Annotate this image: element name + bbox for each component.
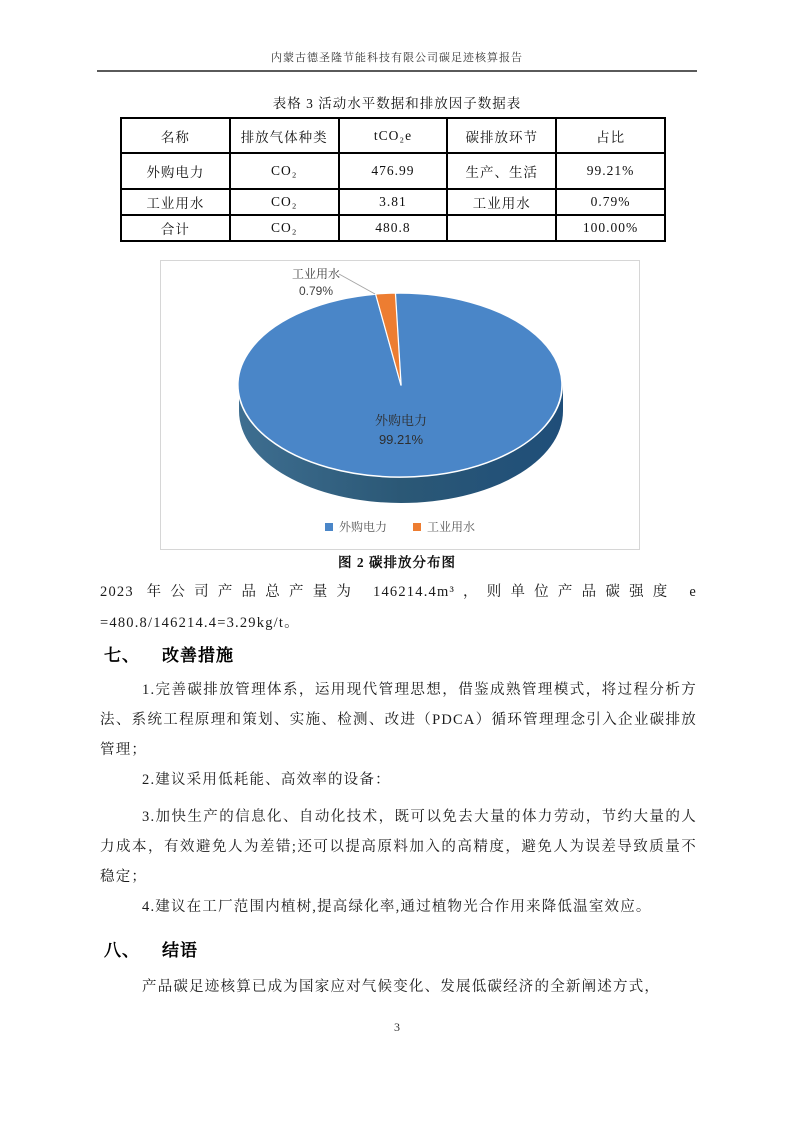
- section-title: 改善措施: [162, 646, 234, 665]
- col-header-name: 名称: [121, 118, 230, 153]
- pie-main-slice-label: [346, 411, 456, 449]
- cell-tco2e: 480.8: [339, 215, 448, 241]
- col-header-share: 占比: [556, 118, 665, 153]
- paragraph-measure-3: 3.加快生产的信息化、自动化技术，既可以免去大量的体力劳动，节约大量的人力成本，有效避免人为差错;还可以提高原料加入的高精度，避免人为误差导致质量不稳定；: [100, 809, 697, 885]
- col-header-gas-type: 排放气体种类: [230, 118, 339, 153]
- paragraph-production: [100, 577, 697, 639]
- cell-stage: [447, 215, 556, 241]
- cell-gas: CO₂: [230, 153, 339, 189]
- pie-slice-electricity: [238, 293, 562, 477]
- paragraph-measure-1: 1.完善碳排放管理体系，运用现代管理思想，借鉴成熟管理模式，将过程分析方法、系统工程原理和策划、实施、检测、改进（PDCA）循环管理理念引入企业碳排放管理；: [100, 682, 697, 758]
- cell-gas: CO₂: [230, 215, 339, 241]
- section-title: 结语: [162, 941, 198, 960]
- cell-stage: 生产、生活: [447, 153, 556, 189]
- col-header-tco2e: tCO₂e: [339, 118, 448, 153]
- pie-main-slice-name: 外购电力: [374, 413, 427, 428]
- section-heading-improvement: [104, 641, 694, 666]
- table-caption: 表格 3 活动水平数据和排放因子数据表: [272, 96, 522, 111]
- table-row: [121, 153, 665, 189]
- page-number: 3: [394, 1020, 400, 1034]
- section-heading-conclusion: [104, 936, 694, 961]
- paragraph-measure-2: 2.建议采用低耗能、高效率的设备：: [142, 772, 391, 788]
- legend-label: 工业用水: [427, 520, 476, 534]
- legend-item-water: [413, 518, 475, 535]
- pie-small-slice-label: [271, 266, 361, 300]
- paragraph-line: 2023 年公司产品总产量为 146214.4m³，则单位产品碳强度 e: [100, 584, 697, 600]
- pie-main-slice-value: 99.21%: [378, 432, 424, 447]
- chart-legend: [161, 518, 639, 535]
- pie-chart-canvas: [161, 261, 639, 549]
- legend-label: 外购电力: [338, 520, 387, 534]
- paragraph-conclusion: 产品碳足迹核算已成为国家应对气候变化、发展低碳经济的全新阐述方式，: [142, 979, 661, 995]
- cell-share: 99.21%: [556, 153, 665, 189]
- running-header-title: 内蒙古德圣隆节能科技有限公司碳足迹核算报告: [271, 52, 523, 64]
- legend-swatch-blue-icon: [325, 523, 333, 531]
- paragraph-measure-4: 4.建议在工厂范围内植树,提高绿化率,通过植物光合作用来降低温室效应。: [142, 899, 652, 915]
- cell-stage: 工业用水: [447, 189, 556, 215]
- cell-tco2e: 476.99: [339, 153, 448, 189]
- paragraph-line: =480.8/146214.4=3.29kg/t。: [100, 615, 300, 631]
- pie-small-slice-value: 0.79%: [298, 284, 334, 298]
- cell-name: 合计: [121, 215, 230, 241]
- emission-data-table: [120, 117, 666, 242]
- table-row: [121, 189, 665, 215]
- section-number: 八、: [104, 941, 140, 960]
- pie-chart-figure: [160, 260, 640, 550]
- header-rule: [97, 70, 697, 72]
- cell-name: 工业用水: [121, 189, 230, 215]
- figure-caption: 图 2 碳排放分布图: [338, 555, 456, 570]
- cell-share: 0.79%: [556, 189, 665, 215]
- table-row: [121, 215, 665, 241]
- cell-name: 外购电力: [121, 153, 230, 189]
- table-header-row: [121, 118, 665, 153]
- cell-share: 100.00%: [556, 215, 665, 241]
- legend-item-electricity: [325, 518, 387, 535]
- col-header-stage: 碳排放环节: [447, 118, 556, 153]
- cell-tco2e: 3.81: [339, 189, 448, 215]
- pie-small-slice-name: 工业用水: [291, 267, 340, 281]
- section-number: 七、: [104, 646, 140, 665]
- cell-gas: CO₂: [230, 189, 339, 215]
- legend-swatch-orange-icon: [413, 523, 421, 531]
